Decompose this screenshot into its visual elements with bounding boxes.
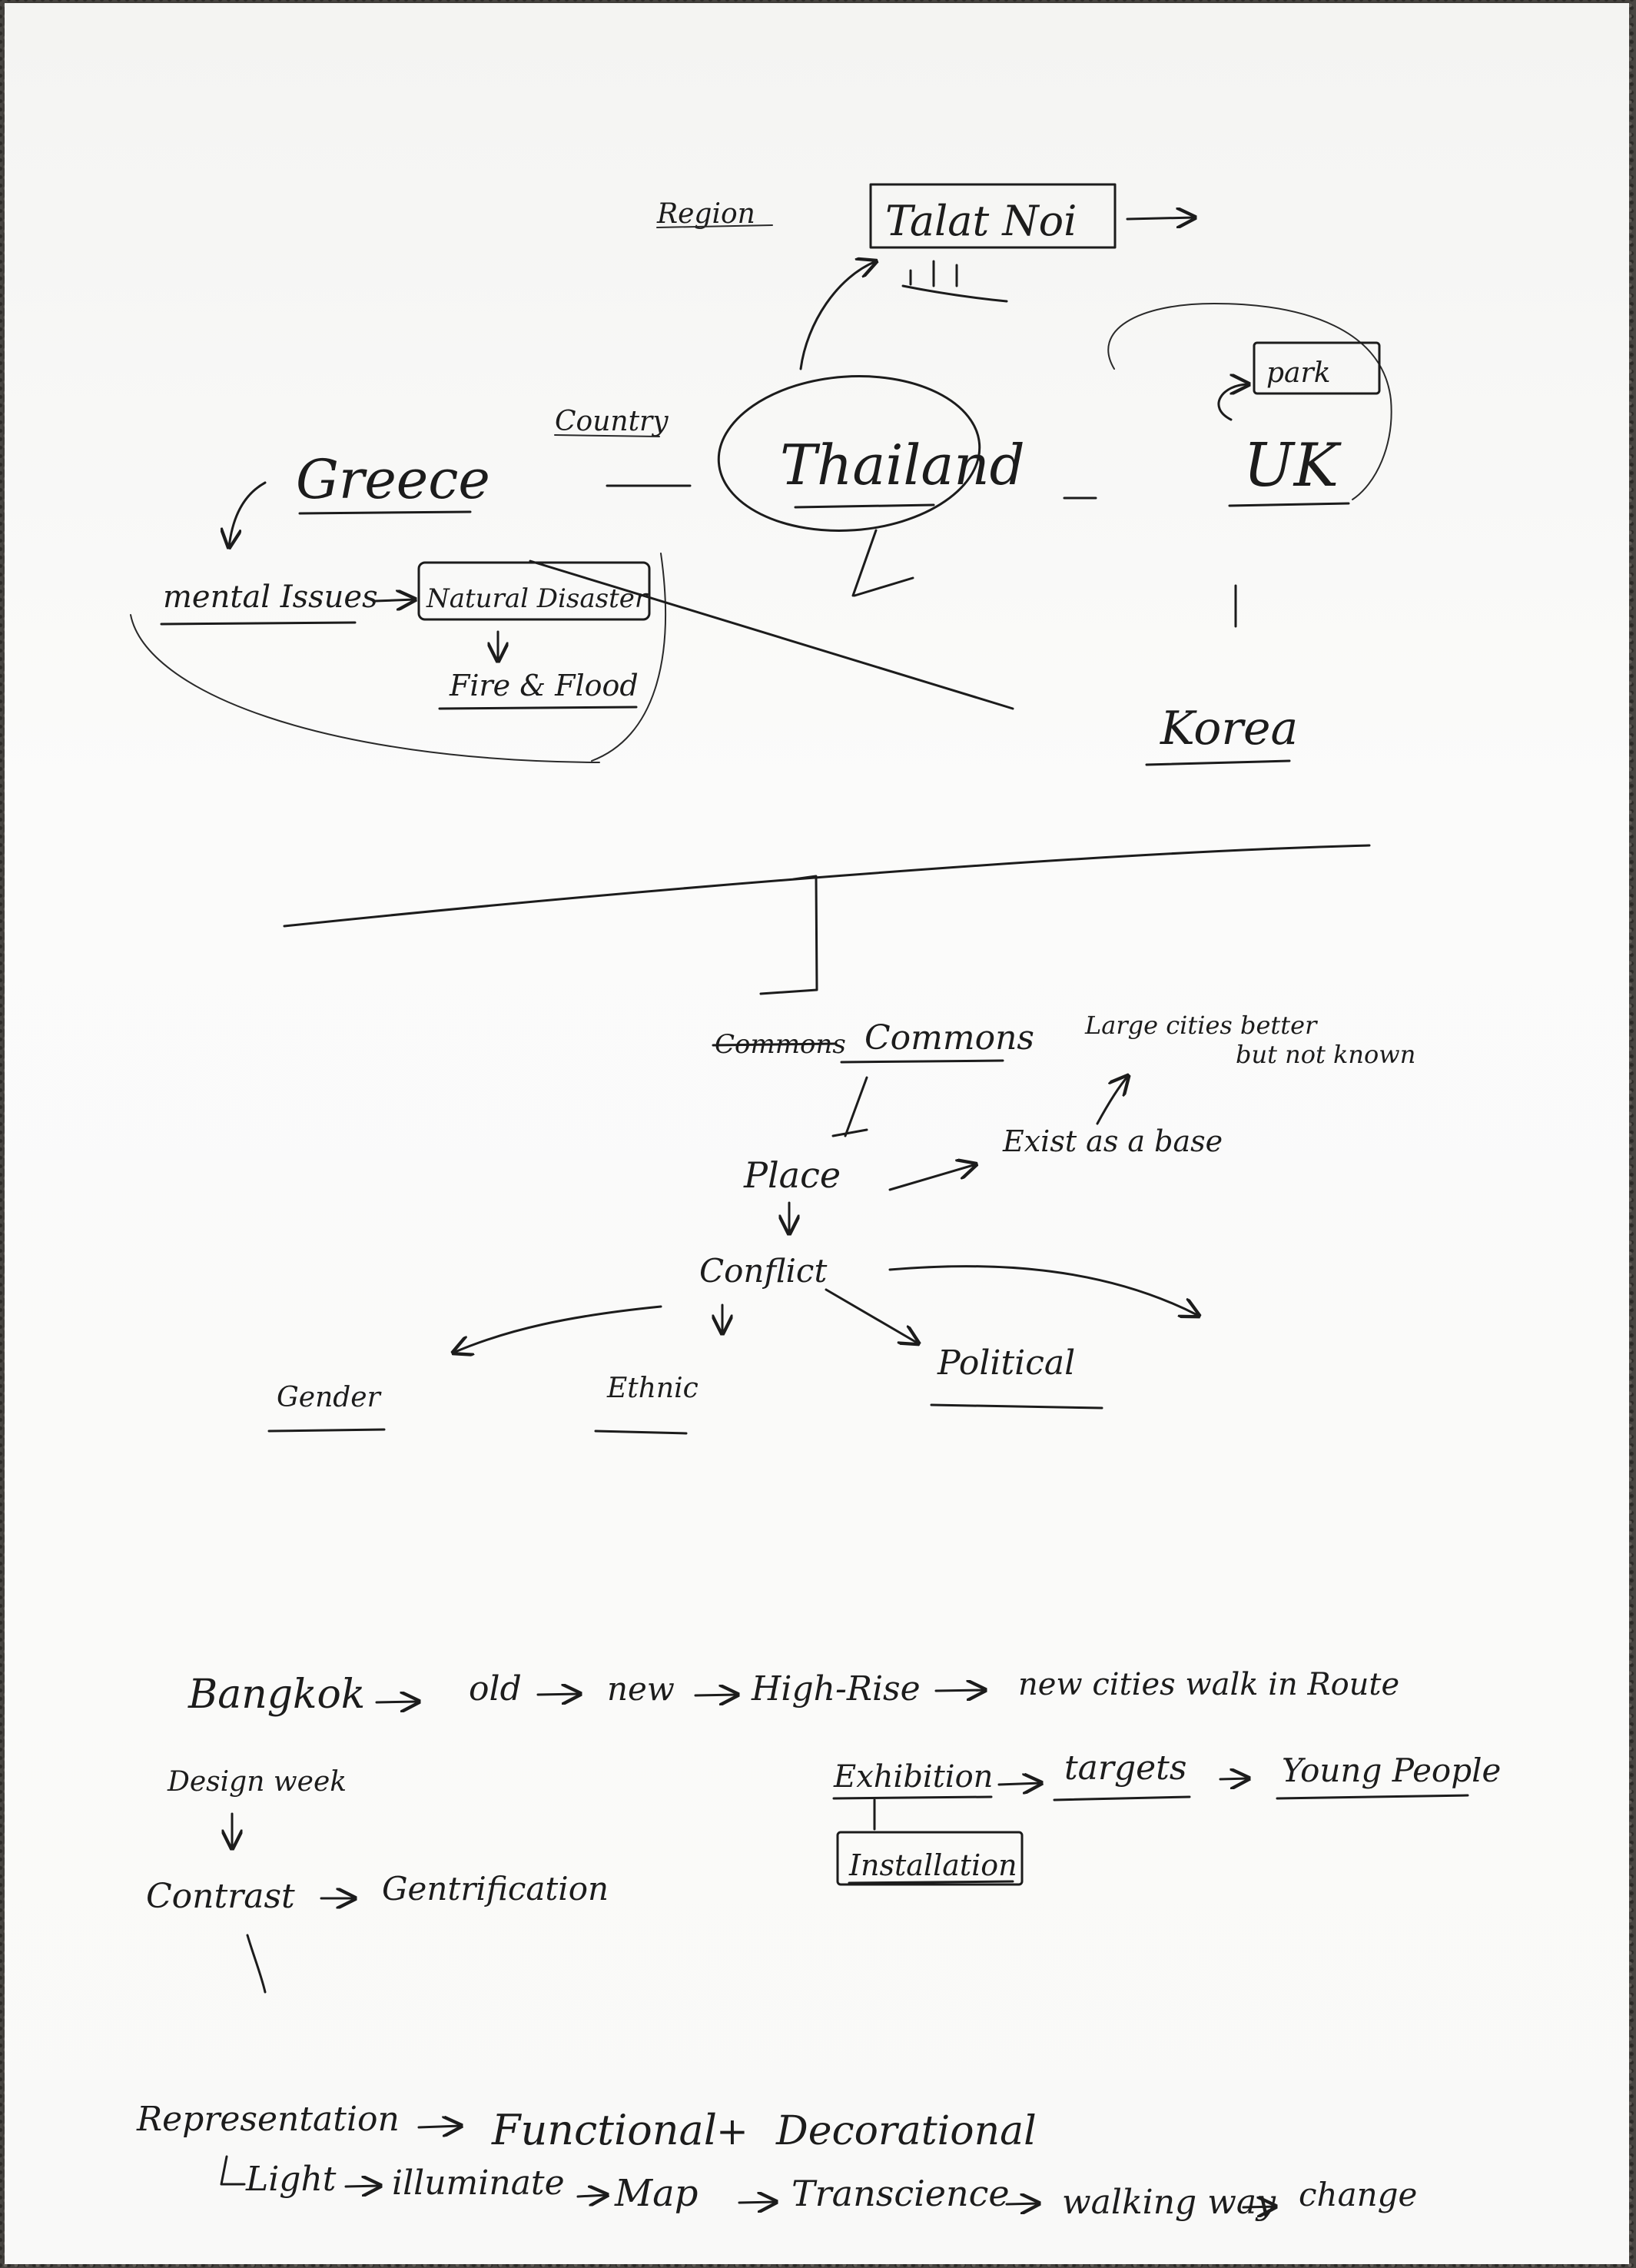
korea-label: Korea (1160, 702, 1299, 755)
exist-to-large-cities-arrow (1097, 1076, 1128, 1124)
exhibition-underline (834, 1797, 991, 1798)
new-cities-label: new cities walk in Route (1018, 1667, 1400, 1702)
plus-label: + (716, 2109, 748, 2153)
thailand-to-talat-arrow (801, 261, 876, 369)
light-label: Light (246, 2160, 337, 2199)
young-people-underline (1277, 1795, 1468, 1798)
representation-label: Representation (137, 2100, 400, 2139)
change-label: change (1299, 2176, 1418, 2213)
country-label: Country (555, 406, 669, 437)
talat-noi-arrow (1127, 218, 1195, 219)
region-label: Region (657, 198, 755, 230)
young-people-label: Young People (1282, 1752, 1502, 1789)
large-cities-line1: Large cities better (1085, 1011, 1317, 1040)
old-to-new-arrow (538, 1694, 580, 1695)
commons-underline (841, 1061, 1003, 1062)
mental-issues-underline (161, 623, 355, 624)
conflict-right-arrow (890, 1267, 1199, 1316)
political-label: Political (937, 1343, 1076, 1383)
light-to-illuminate-arrow (346, 2186, 380, 2187)
highrise-to-cities-arrow (936, 1690, 985, 1691)
fire-flood-label: Fire & Flood (450, 669, 639, 702)
uk-underline (1229, 503, 1349, 506)
fire-flood-underline (440, 707, 636, 709)
commons-struck-label: Commons (715, 1029, 846, 1060)
natural-disaster-label: Natural Disaster (426, 583, 648, 614)
ethnic-underline (596, 1431, 686, 1433)
installation-underline (849, 1881, 1013, 1883)
thailand-down-arrow (853, 530, 913, 596)
exhibition-to-targets-arrow (999, 1783, 1041, 1785)
park-arrow (1219, 384, 1249, 420)
park-label: park (1266, 357, 1331, 389)
ethnic-label: Ethnic (607, 1373, 699, 1404)
conflict-to-political-arrow (826, 1290, 918, 1343)
greece-underline (300, 512, 470, 513)
functional-label: Functional (492, 2106, 717, 2154)
contrast-label: Contrast (146, 1877, 295, 1916)
transcience-to-walking-arrow (1007, 2203, 1039, 2204)
map-to-transcience-arrow (739, 2202, 776, 2203)
high-rise-label: High-Rise (752, 1669, 921, 1708)
exist-as-base-label: Exist as a base (1003, 1124, 1223, 1158)
commons-down-arrow (833, 1078, 867, 1136)
mental-issues-label: mental Issues (163, 579, 378, 615)
gender-label: Gender (277, 1382, 380, 1413)
mental-to-disaster-arrow (375, 599, 415, 601)
exhibition-label: Exhibition (834, 1759, 994, 1795)
place-to-exist-arrow (890, 1164, 976, 1190)
representation-to-functional-arrow (419, 2126, 461, 2127)
contrast-down-stroke (247, 1935, 265, 1992)
targets-to-young-arrow (1220, 1778, 1249, 1779)
greece-down-arrow (229, 483, 265, 547)
talat-noi-label: Talat Noi (885, 197, 1077, 245)
thailand-label: Thailand (780, 433, 1025, 497)
commons-label: Commons (864, 1018, 1035, 1058)
targets-underline (1054, 1797, 1190, 1800)
installation-label: Installation (849, 1848, 1017, 1882)
divider-bracket-arrow (761, 876, 817, 994)
light-hook (221, 2157, 244, 2184)
old-label: old (469, 1669, 522, 1708)
walking-way-label: walking way (1062, 2183, 1276, 2222)
illuminate-to-map-arrow (578, 2195, 607, 2197)
gender-underline (269, 1430, 384, 1431)
conflict-to-gender-arrow (453, 1307, 661, 1353)
large-cities-line2: but not known (1236, 1040, 1416, 1069)
transcience-label: Transcience (791, 2173, 1010, 2214)
section-divider (284, 845, 1369, 926)
uk-label: UK (1243, 431, 1339, 500)
decorational-label: Decorational (776, 2108, 1037, 2154)
map-label: Map (615, 2172, 699, 2215)
place-label: Place (744, 1154, 841, 1196)
gentrification-label: Gentrification (382, 1870, 609, 1908)
conflict-label: Conflict (699, 1252, 828, 1290)
commons-strikethrough (713, 1044, 836, 1045)
political-underline (931, 1405, 1102, 1408)
thailand-underline (795, 505, 934, 507)
new-label: new (607, 1670, 675, 1708)
talat-noi-scribble (903, 261, 1007, 301)
greece-label: Greece (296, 448, 490, 511)
design-week-label: Design week (168, 1766, 347, 1798)
illuminate-label: illuminate (392, 2163, 565, 2203)
bangkok-label: Bangkok (188, 1672, 366, 1718)
korea-underline (1147, 761, 1289, 765)
targets-label: targets (1064, 1748, 1187, 1788)
